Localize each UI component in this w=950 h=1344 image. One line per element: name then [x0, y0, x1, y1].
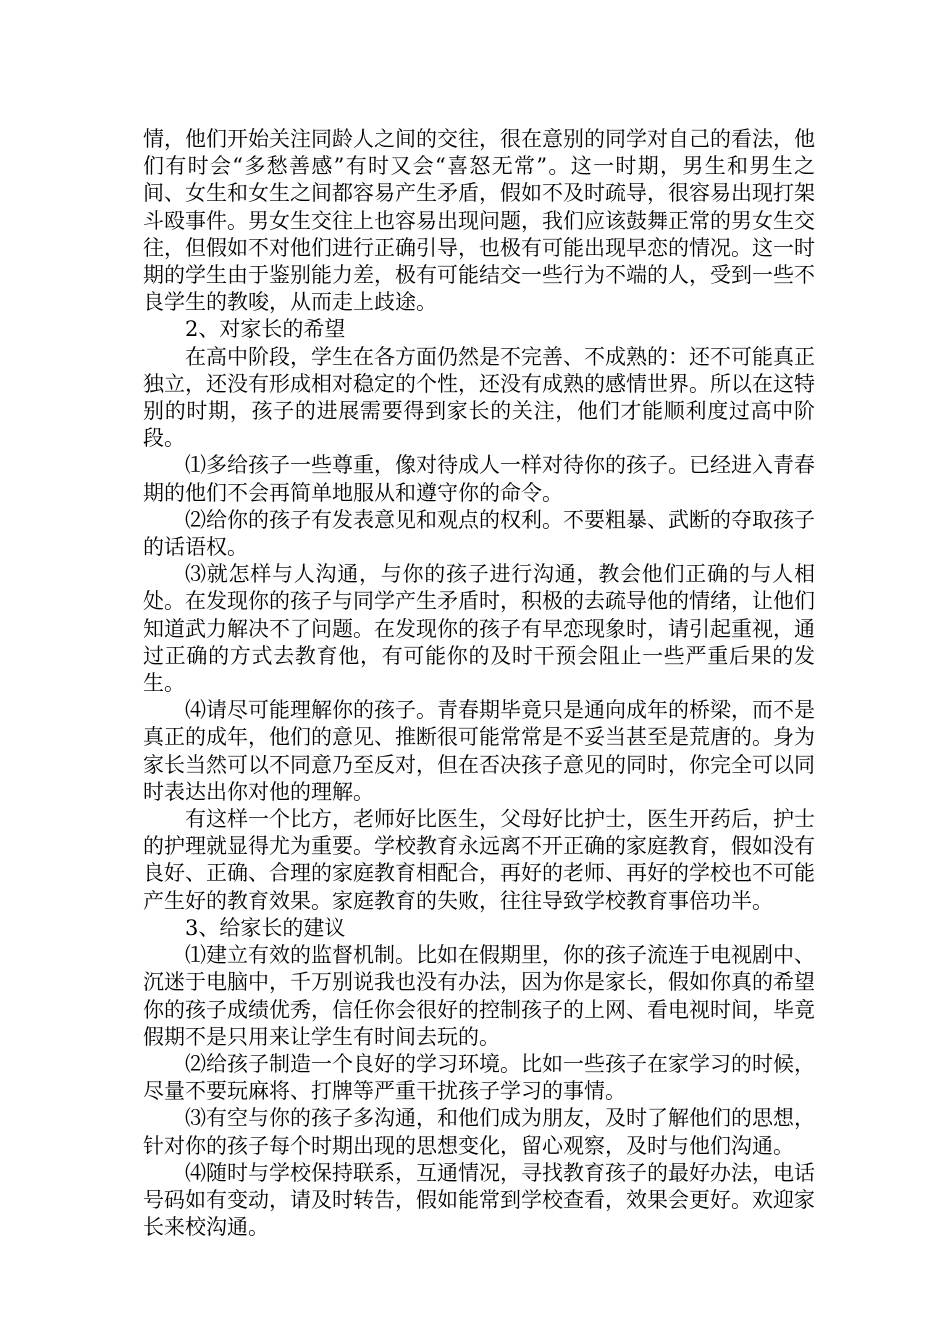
list-item-right-to-speak: ⑵给你的孩子有发表意见和观点的权利。不要粗暴、武断的夺取孩子的话语权。 [143, 507, 815, 560]
document-page [143, 126, 815, 1241]
list-item-communication: ⑶就怎样与人沟通，与你的孩子进行沟通，教会他们正确的与人相处。在发现你的孩子与同学产生矛盾时，积极的去疏导他的情绪，让他们知道武力解决不了问题。在发现你的孩子有早恋现象时，请引起重视，通过正确的方式去教育他，有可能你的及时干预会阻止一些严重后果的发生。 [143, 562, 815, 696]
list-item-contact-school: ⑷随时与学校保持联系，互通情况，寻找教育孩子的最好办法，电话号码如有变动，请及时转告，假如能常到学校查看，效果会更好。欢迎家长来校沟通。 [143, 1160, 815, 1240]
paragraph-analogy: 有这样一个比方，老师好比医生，父母好比护士，医生开药后，护士的护理就显得尤为重要。学校教育永远离不开正确的家庭教育，假如没有良好、正确、合理的家庭教育相配合，再好的老师、再好的学校也不可能产生好的教育效果。家庭教育的失败，往往导致学校教育事倍功半。 [143, 807, 815, 913]
list-item-understanding: ⑷请尽可能理解你的孩子。青春期毕竟只是通向成年的桥梁，而不是真正的成年，他们的意见、推断很可能常常是不妥当甚至是荒唐的。身为家长当然可以不同意乃至反对，但在否决孩子意见的同时，你完全可以同时表达出你对他的理解。 [143, 698, 815, 804]
paragraph-continuation: 情，他们开始关注同龄人之间的交往，很在意别的同学对自己的看法，他们有时会“多愁善感”有时又会“喜怒无常”。这一时期，男生和男生之间、女生和女生之间都容易产生矛盾，假如不及时疏导，很容易出现打架斗殴事件。男女生交往上也容易出现问题，我们应该鼓舞正常的男女生交往，但假如不对他们进行正确引导，也极有可能出现早恋的情况。这一时期的学生由于鉴别能力差，极有可能结交一些行为不端的人，受到一些不良学生的教唆，从而走上歧途。 [143, 127, 815, 315]
paragraph-high-school-stage: 在高中阶段，学生在各方面仍然是不完善、不成熟的：还不可能真正独立，还没有形成相对稳定的个性，还没有成熟的感情世界。所以在这特别的时期，孩子的进展需要得到家长的关注，他们才能顺利度过高中阶段。 [143, 344, 815, 451]
list-item-respect: ⑴多给孩子一些尊重，像对待成人一样对待你的孩子。已经进入青春期的他们不会再简单地服从和遵守你的命令。 [143, 453, 815, 505]
section-heading-parent-hopes: 2、对家长的希望 [185, 317, 346, 342]
list-item-supervision: ⑴建立有效的监督机制。比如在假期里，你的孩子流连于电视剧中、沉迷于电脑中，千万别说我也没有办法，因为你是家长，假如你真的希望你的孩子成绩优秀，信任你会很好的控制孩子的上网、看电视时间，毕竟假期不是只用来让学生有时间去玩的。 [143, 943, 815, 1049]
section-heading-parent-advice: 3、给家长的建议 [185, 915, 346, 940]
list-item-talk-with-child: ⑶有空与你的孩子多沟通，和他们成为朋友，及时了解他们的思想，针对你的孩子每个时期出现的思想变化，留心观察，及时与他们沟通。 [143, 1106, 815, 1158]
list-item-study-environment: ⑵给孩子制造一个良好的学习环境。比如一些孩子在家学习的时候，尽量不要玩麻将、打牌等严重干扰孩子学习的事情。 [143, 1051, 815, 1104]
